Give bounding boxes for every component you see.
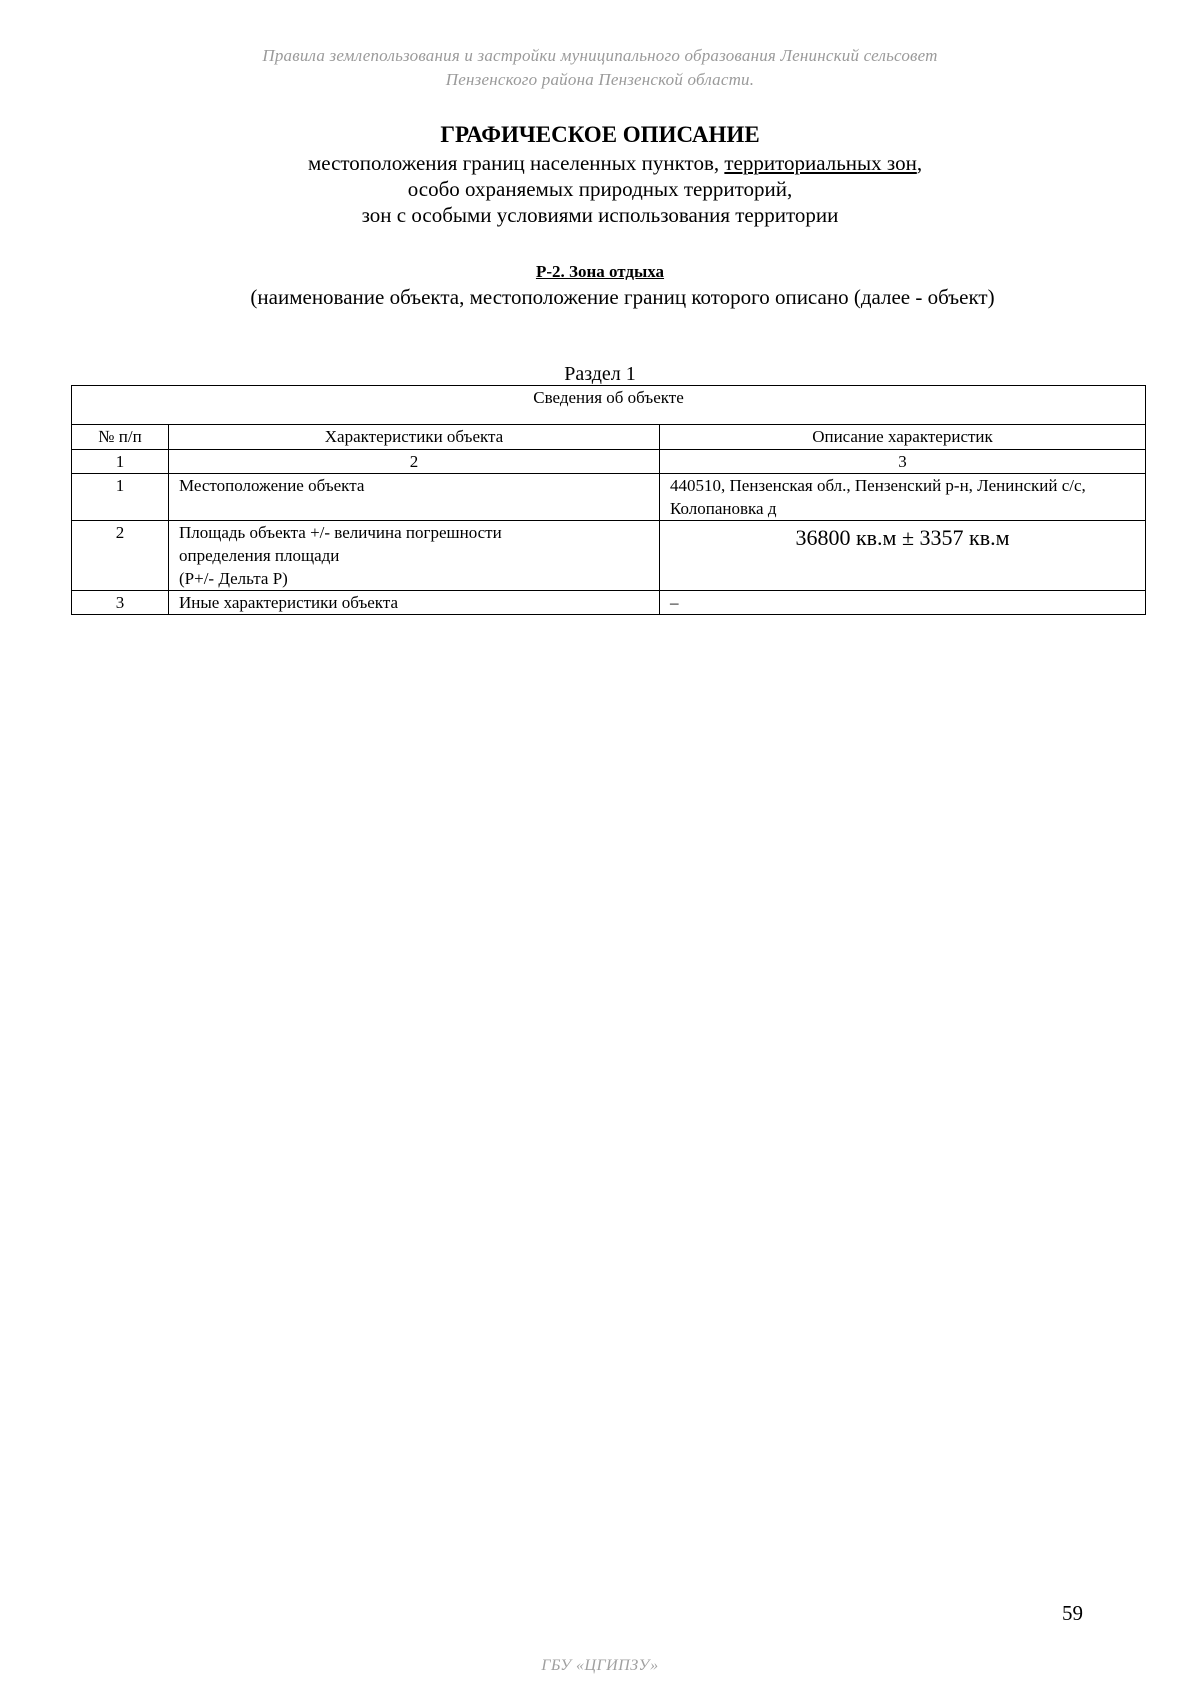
characteristic-line: Площадь объекта +/- величина погрешности bbox=[179, 523, 502, 542]
document-subtitle bbox=[0, 150, 1200, 228]
row-characteristic bbox=[169, 591, 660, 615]
characteristic-line: (P+/- Дельта P) bbox=[179, 569, 288, 588]
section-label: Раздел 1 bbox=[564, 363, 636, 385]
table-row bbox=[72, 521, 1146, 591]
row-description: – bbox=[660, 591, 1146, 615]
running-header bbox=[0, 44, 1200, 92]
row-number: 2 bbox=[72, 521, 169, 591]
row-number: 3 bbox=[72, 591, 169, 615]
table-header-row bbox=[72, 425, 1146, 450]
column-number-row bbox=[72, 450, 1146, 474]
row-characteristic bbox=[169, 521, 660, 591]
header-number: № п/п bbox=[72, 425, 169, 450]
table-row bbox=[72, 474, 1146, 521]
subtitle-line-1-suffix: , bbox=[916, 151, 923, 175]
column-number-3: 3 bbox=[660, 450, 1146, 474]
characteristic-line: определения площади bbox=[179, 546, 340, 565]
page-number: 59 bbox=[1062, 1601, 1083, 1625]
subtitle-line-1 bbox=[30, 150, 1200, 176]
row-characteristic bbox=[169, 474, 660, 521]
subtitle-line-2: особо охраняемых природных территорий, bbox=[407, 177, 793, 201]
header-characteristic: Характеристики объекта bbox=[169, 425, 660, 450]
running-header-line-2: Пензенского района Пензенской области. bbox=[445, 70, 755, 89]
area-value: 36800 кв.м ± 3357 кв.м bbox=[795, 525, 1010, 550]
running-header-line-1: Правила землепользования и застройки муниципального образования Ленинский сельсовет bbox=[262, 46, 938, 65]
row-description bbox=[660, 521, 1146, 591]
header-description: Описание характеристик bbox=[660, 425, 1146, 450]
object-name: Р-2. Зона отдыха bbox=[535, 262, 665, 281]
title-block bbox=[0, 120, 1200, 228]
subtitle-line-1-prefix: местоположения границ населенных пунктов, bbox=[307, 151, 725, 175]
subtitle-line-1-underlined: территориальных зон bbox=[724, 151, 917, 175]
object-caption: (наименование объекта, местоположение границ которого описано (далее - объект) bbox=[250, 285, 995, 309]
column-number-2: 2 bbox=[169, 450, 660, 474]
column-number-1: 1 bbox=[72, 450, 169, 474]
object-info-table bbox=[71, 385, 1146, 615]
document-title: ГРАФИЧЕСКОЕ ОПИСАНИЕ bbox=[440, 122, 760, 147]
running-footer: ГБУ «ЦГИПЗУ» bbox=[541, 1657, 659, 1674]
object-block bbox=[0, 261, 1200, 311]
subtitle-line-3: зон с особыми условиями использования территории bbox=[361, 203, 839, 227]
row-description: 440510, Пензенская обл., Пензенский р-н, Ленинский с/с, Колопановка д bbox=[660, 474, 1146, 521]
characteristic-line: Иные характеристики объекта bbox=[179, 593, 399, 612]
table-caption-row bbox=[72, 386, 1146, 425]
characteristic-line: Местоположение объекта bbox=[179, 476, 365, 495]
row-number: 1 bbox=[72, 474, 169, 521]
table-row bbox=[72, 591, 1146, 615]
table-caption: Сведения об объекте bbox=[72, 386, 1146, 425]
